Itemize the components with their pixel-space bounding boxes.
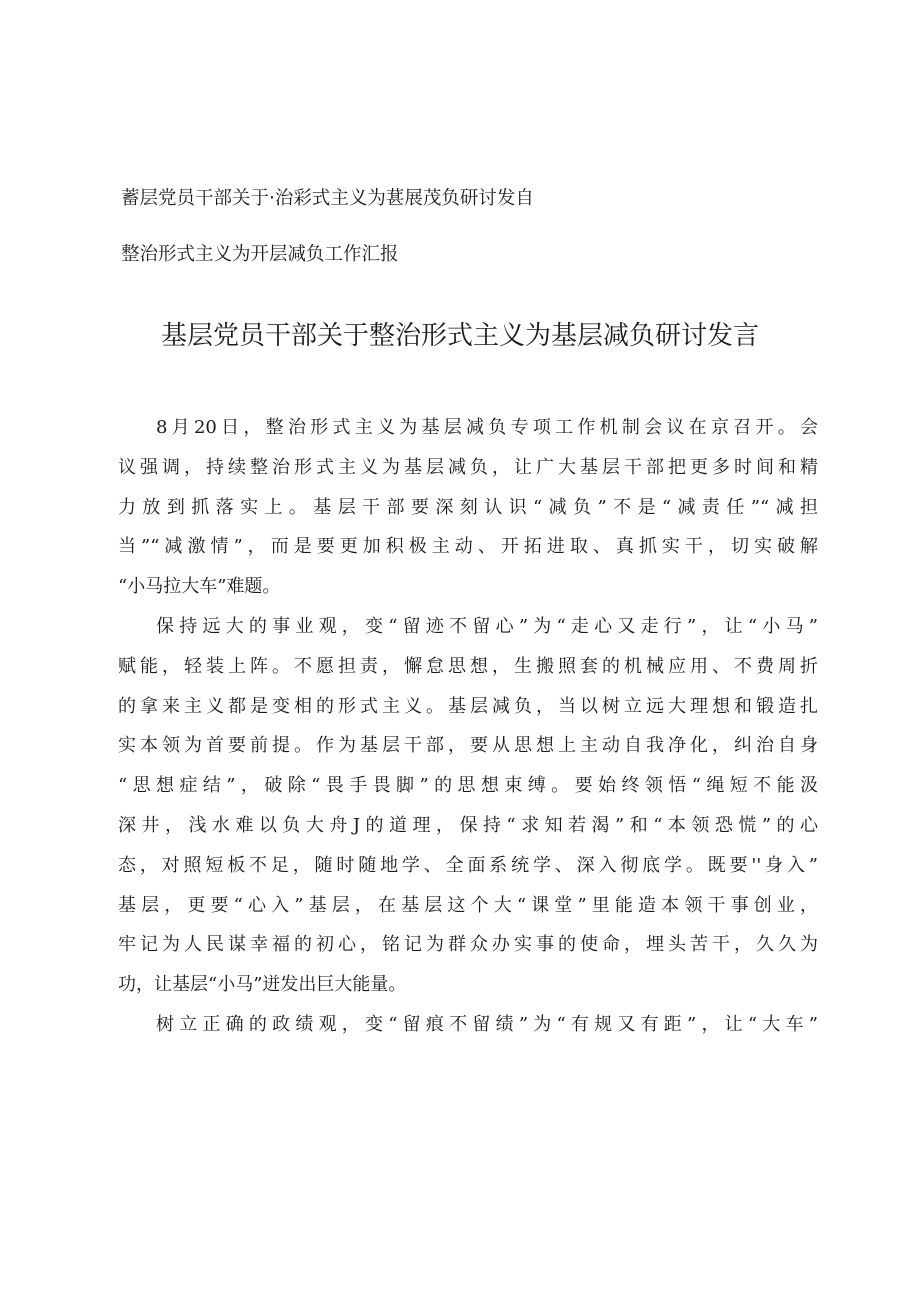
paragraph-line: 牢记为人民谋幸福的初心，铭记为群众办实事的使命，埋头苦干，久久为 [118,934,818,956]
paragraph-line: 态，对照短板不足，随时随地学、全面系统学、深入彻底学。既要''身入” [118,854,818,876]
paragraph-line: “思想症结”，破除“畏手畏脚”的思想束缚。要始终领悟“绳短不能汲 [118,775,818,797]
paragraph-line: 基层，更要“心入”基层，在基层这个大“课堂”里能造本领干事创业， [118,894,818,916]
paragraph-line: 赋能，轻装上阵。不愿担责，懈怠思想，生搬照套的机械应用、不费周折 [118,655,818,677]
paragraph-line: 深井，浅水难以负大舟J的道理，保持“求知若渴”和“本领恐慌”的心 [118,814,818,836]
paragraph-line: 当”“减激情”，而是要更加积极主动、开拓进取、真抓实干，切实破解 [118,536,818,558]
toc-line-1: 蓄层党员干部关于·治彩式主义为葚展茂负研讨发自 [121,188,534,209]
paragraph-line: “小马拉大车”难题。 [118,576,281,598]
paragraph-line: 功，让基层“小马”迸发出巨大能量。 [118,974,407,996]
paragraph-line: 的拿来主义都是变相的形式主义。基层减负，当以树立远大理想和锻造扎 [118,695,818,717]
paragraph-2 [118,607,818,1005]
paragraph-line: 议强调，持续整治形式主义为基层减负，让广大基层干部把更多时间和精 [118,456,818,478]
toc-line-2: 整治形式主义为开层减负工作汇报 [121,244,399,265]
paragraph-line: 实本领为首要前提。作为基层干部，要从思想上主动自我净化，纠治自身 [118,735,818,757]
document-body [118,408,818,1045]
paragraph-3 [118,1005,818,1045]
paragraph-1 [118,408,818,607]
paragraph-line: 力放到抓落实上。基层干部要深刻认识“减负”不是“减责任”“减担 [118,496,818,518]
paragraph-line: 8月20日，整治形式主义为基层减负专项工作机制会议在京召开。会 [156,417,818,438]
paragraph-line: 保持远大的事业观，变“留迹不留心”为“走心又走行”，让“小马” [156,615,818,637]
paragraph-line: 树立正确的政绩观，变“留痕不留绩”为“有规又有距”，让“大车” [156,1013,818,1035]
document-title: 基层党员干部关于整治形式主义为基层减负研讨发言 [160,321,759,351]
